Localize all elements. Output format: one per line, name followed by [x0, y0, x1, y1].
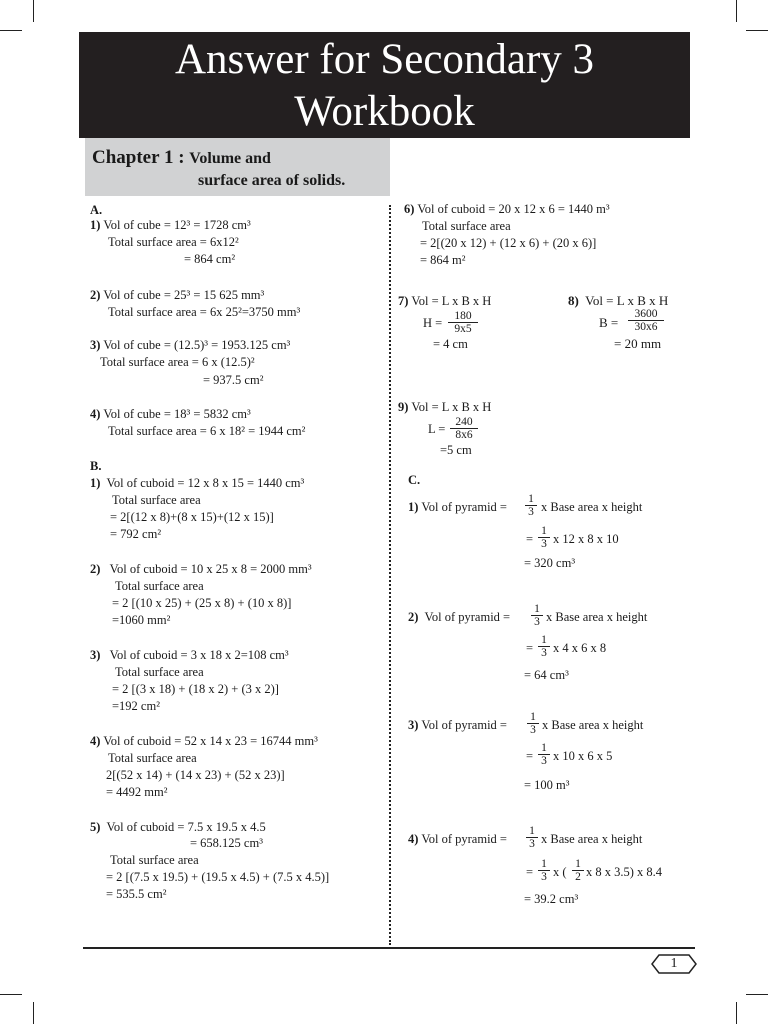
b1-text1: Vol of cuboid = 12 x 8 x 15 = 1440 cm³	[106, 476, 305, 490]
b8-numerator: 3600	[628, 308, 664, 321]
b9-numerator: 240	[450, 416, 478, 429]
a4-line2: Total surface area = 6 x 18² = 1944 cm²	[108, 424, 306, 438]
c4-pre: Vol of pyramid =	[421, 832, 507, 846]
c1-fraction-2	[538, 525, 550, 550]
b3-line1	[90, 648, 289, 663]
b2-line2: Total surface area	[115, 579, 204, 593]
c3-fraction-2	[538, 742, 550, 767]
c4-post: x Base area x height	[541, 832, 643, 846]
b5-num: 5)	[90, 820, 101, 834]
c1-post: x Base area x height	[541, 500, 643, 514]
c4-fraction-2	[538, 858, 550, 883]
b6-num: 6)	[404, 202, 415, 216]
c2-fraction-1	[531, 603, 543, 628]
c4-eq: =	[526, 865, 534, 879]
a2-text1: Vol of cube = 25³ = 15 625 mm³	[103, 288, 265, 302]
c2-f1-den: 3	[534, 616, 540, 628]
b7-lhs: H =	[423, 316, 443, 330]
b4-line2: Total surface area	[108, 751, 197, 765]
b4-line3: 2[(52 x 14) + (14 x 23) + (52 x 23)]	[106, 768, 285, 782]
c4-fraction-3	[572, 858, 584, 883]
b5-line4: = 2 [(7.5 x 19.5) + (19.5 x 4.5) + (7.5 x 4.5)]	[106, 870, 330, 884]
b1-line2: Total surface area	[112, 493, 201, 507]
crop-mark	[33, 1002, 34, 1024]
c2-line1	[408, 610, 510, 625]
b9-line1	[398, 400, 491, 415]
b5-line1	[90, 820, 266, 835]
title-banner	[79, 32, 690, 138]
c4-num: 4)	[408, 832, 419, 846]
c1-f1-den: 3	[528, 506, 534, 518]
a1-line2: Total surface area = 6x12²	[108, 235, 239, 249]
c3-result: = 100 m³	[524, 778, 570, 792]
b8-lhs: B =	[599, 315, 619, 330]
chapter-name-1: Volume and	[189, 150, 271, 167]
c3-post: x Base area x height	[542, 718, 644, 732]
c4-f3-num: 1	[572, 858, 584, 871]
b6-line3: = 2[(20 x 12) + (12 x 6) + (20 x 6)]	[420, 236, 597, 250]
b9-result: =5 cm	[440, 443, 472, 457]
c1-f2-den: 3	[541, 538, 547, 550]
b6-line4: = 864 m²	[420, 253, 466, 267]
b9-fraction	[450, 416, 478, 441]
section-c-head: C.	[408, 473, 421, 487]
column-divider	[389, 205, 391, 945]
page-number-badge	[651, 953, 697, 975]
c1-line1	[408, 500, 507, 515]
a3-text1: Vol of cube = (12.5)³ = 1953.125 cm³	[103, 338, 291, 352]
b4-line4: = 4492 mm²	[106, 785, 168, 799]
b8-result: = 20 mm	[614, 336, 662, 351]
b7-text1: Vol = L x B x H	[411, 294, 492, 308]
chapter-name-2: surface area of solids.	[198, 172, 346, 189]
c1-fraction-1	[525, 493, 537, 518]
b1-line1	[90, 476, 304, 491]
a4-text1: Vol of cube = 18³ = 5832 cm³	[103, 407, 251, 421]
a4-num: 4)	[90, 407, 101, 421]
crop-mark	[736, 0, 737, 22]
a3-line2: Total surface area = 6 x (12.5)²	[100, 355, 255, 369]
b3-num: 3)	[90, 648, 101, 662]
c1-f2-num: 1	[538, 525, 550, 538]
crop-mark	[746, 30, 768, 31]
b7-denominator: 9x5	[454, 323, 472, 335]
c4-line2b: x 8 x 3.5) x 8.4	[586, 865, 663, 879]
a1-num: 1)	[90, 218, 101, 232]
b8-text1: Vol = L x B x H	[585, 293, 669, 308]
b7-result: = 4 cm	[433, 337, 468, 351]
c1-eq: =	[526, 532, 534, 546]
page-number: 1	[670, 956, 678, 971]
b7-num: 7)	[398, 294, 409, 308]
b5-text1: Vol of cuboid = 7.5 x 19.5 x 4.5	[106, 820, 266, 834]
c2-pre: Vol of pyramid =	[424, 610, 511, 624]
b5-line2: = 658.125 cm³	[190, 836, 263, 850]
c3-eq: =	[526, 749, 534, 763]
b8-fraction	[628, 308, 664, 333]
b6-line1	[404, 202, 610, 217]
c2-result: = 64 cm³	[524, 668, 569, 682]
b4-text1: Vol of cuboid = 52 x 14 x 23 = 16744 mm³	[103, 734, 318, 748]
c3-f1-den: 3	[530, 724, 536, 736]
c1-f1-num: 1	[525, 493, 537, 506]
b7-numerator: 180	[448, 310, 478, 323]
c2-num: 2)	[408, 610, 419, 624]
c2-f2-num: 1	[538, 634, 550, 647]
c3-line2: x 10 x 6 x 5	[553, 749, 613, 763]
c4-f3-den: 2	[575, 871, 581, 883]
a1-line1	[90, 218, 251, 233]
b2-line3: = 2 [(10 x 25) + (25 x 8) + (10 x 8)]	[112, 596, 292, 610]
a2-line2: Total surface area = 6x 25²=3750 mm³	[108, 305, 301, 319]
b9-lhs: L =	[428, 422, 446, 436]
b2-line1	[90, 562, 312, 577]
crop-mark	[33, 0, 34, 22]
b6-text1: Vol of cuboid = 20 x 12 x 6 = 1440 m³	[417, 202, 610, 216]
section-b-head: B.	[90, 459, 102, 473]
c2-fraction-2	[538, 634, 550, 659]
b3-line2: Total surface area	[115, 665, 204, 679]
c3-pre: Vol of pyramid =	[421, 718, 507, 732]
b5-line3: Total surface area	[110, 853, 199, 867]
b2-text1: Vol of cuboid = 10 x 25 x 8 = 2000 mm³	[109, 562, 312, 576]
crop-mark	[746, 994, 768, 995]
a3-line1	[90, 338, 290, 353]
b4-num: 4)	[90, 734, 101, 748]
a3-line3: = 937.5 cm²	[203, 373, 264, 387]
chapter-label: Chapter 1 :	[92, 147, 185, 168]
c2-eq: =	[526, 641, 534, 655]
c3-f1-num: 1	[527, 711, 539, 724]
b4-line1	[90, 734, 318, 749]
title-line-2: Workbook	[294, 88, 475, 135]
c2-f2-den: 3	[541, 647, 547, 659]
crop-mark	[736, 1002, 737, 1024]
section-a-head: A.	[90, 203, 103, 217]
b5-line5: = 535.5 cm²	[106, 887, 167, 901]
c2-post: x Base area x height	[546, 610, 648, 624]
c3-fraction-1	[527, 711, 539, 736]
c4-line1	[408, 832, 507, 847]
footer-rule	[83, 947, 695, 949]
a3-num: 3)	[90, 338, 101, 352]
b3-line4: =192 cm²	[112, 699, 160, 713]
b8-num: 8)	[568, 293, 579, 308]
b9-num: 9)	[398, 400, 409, 414]
c4-f2-num: 1	[538, 858, 550, 871]
crop-mark	[0, 994, 22, 995]
crop-mark	[0, 30, 22, 31]
c2-line2: x 4 x 6 x 8	[553, 641, 607, 655]
a2-line1	[90, 288, 264, 303]
c1-num: 1)	[408, 500, 419, 514]
c3-num: 3)	[408, 718, 419, 732]
a4-line1	[90, 407, 251, 422]
c4-result: = 39.2 cm³	[524, 892, 579, 906]
b1-line3: = 2[(12 x 8)+(8 x 15)+(12 x 15)]	[110, 510, 274, 524]
title-line-1: Answer for Secondary 3	[174, 36, 595, 83]
a1-line3: = 864 cm²	[184, 252, 236, 266]
b2-line4: =1060 mm²	[112, 613, 171, 627]
a1-text1: Vol of cube = 12³ = 1728 cm³	[103, 218, 251, 232]
c4-fraction-1	[526, 825, 538, 850]
b3-line3: = 2 [(3 x 18) + (18 x 2) + (3 x 2)]	[112, 682, 279, 696]
b8-line1	[568, 293, 668, 308]
c3-f2-num: 1	[538, 742, 550, 755]
a2-num: 2)	[90, 288, 101, 302]
b1-line4: = 792 cm²	[110, 527, 162, 541]
c1-pre: Vol of pyramid =	[421, 500, 507, 514]
b7-line1	[398, 294, 491, 309]
c4-f2-den: 3	[541, 871, 547, 883]
c1-result: = 320 cm³	[524, 556, 576, 570]
b8-denominator: 30x6	[634, 321, 658, 333]
c3-f2-den: 3	[541, 755, 547, 767]
chapter-heading	[85, 138, 390, 196]
c2-f1-num: 1	[531, 603, 543, 616]
b9-denominator: 8x6	[455, 429, 473, 441]
c1-line2: x 12 x 8 x 10	[553, 532, 619, 546]
b1-num: 1)	[90, 476, 101, 490]
chapter-label-line	[92, 147, 271, 169]
b3-text1: Vol of cuboid = 3 x 18 x 2=108 cm³	[109, 648, 289, 662]
b7-fraction	[448, 310, 478, 335]
c4-f1-num: 1	[526, 825, 538, 838]
b2-num: 2)	[90, 562, 101, 576]
b6-line2: Total surface area	[422, 219, 511, 233]
c3-line1	[408, 718, 507, 733]
c4-f1-den: 3	[529, 838, 535, 850]
c4-line2a: x (	[553, 865, 567, 879]
b9-text1: Vol = L x B x H	[411, 400, 492, 414]
